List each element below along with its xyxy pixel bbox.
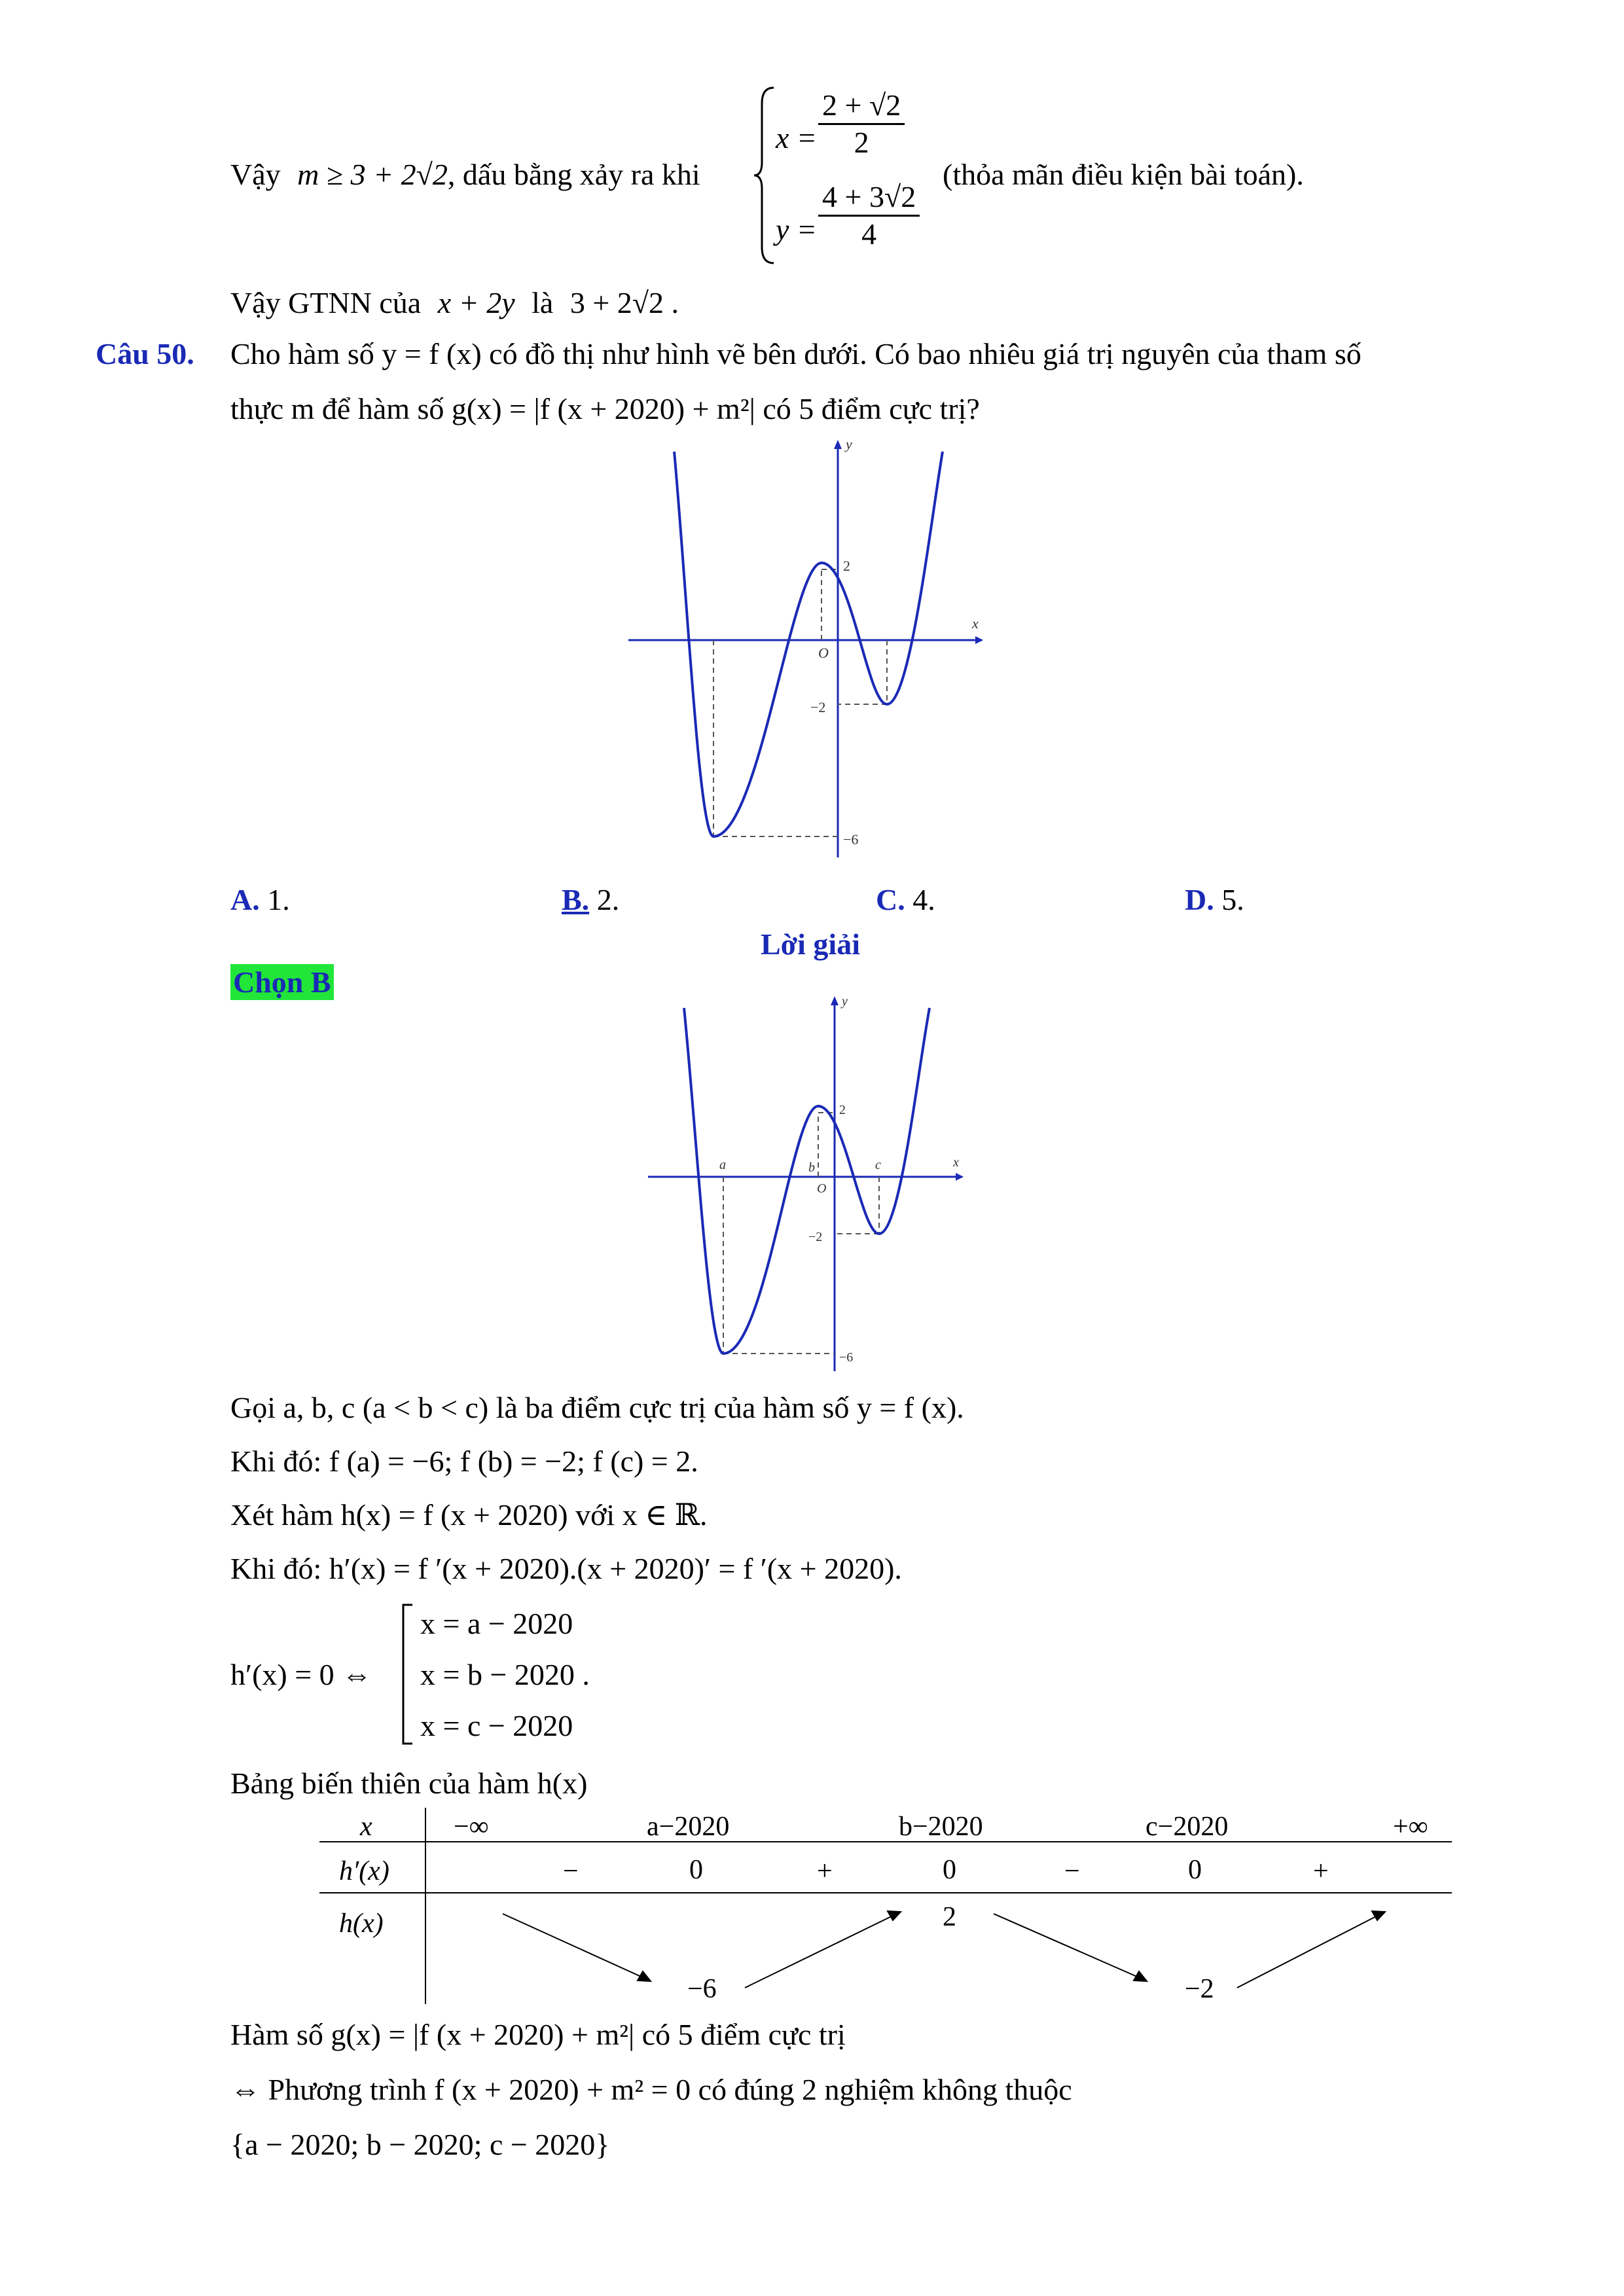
answer-value: 4.: [905, 883, 935, 916]
question-line-2: thực m để hàm số g(x) = |f (x + 2020) + m²| có 5 điểm cực trị?: [230, 392, 980, 425]
answer-a[interactable]: [230, 885, 290, 915]
root-1: x = a − 2020: [420, 1607, 573, 1640]
text: Vậy: [230, 158, 281, 191]
tick-minus-2: −2: [810, 699, 826, 715]
curve-f: [674, 452, 943, 836]
tick-minus-2: −2: [808, 1230, 823, 1244]
value: 3 + 2√2 .: [569, 286, 679, 319]
system-x-fraction: [818, 90, 905, 158]
root-3: x = c − 2020: [420, 1709, 573, 1742]
x-value: −∞: [454, 1812, 489, 1842]
text: là: [532, 286, 554, 319]
root-2: x = b − 2020 .: [420, 1658, 590, 1691]
numerator: 4 + 3√2: [818, 182, 920, 217]
function-graph-1: [622, 432, 1001, 864]
header-x: x: [360, 1812, 372, 1842]
answer-letter: A.: [230, 883, 260, 916]
guide-lines: [713, 569, 887, 836]
x-axis-arrow-icon: [956, 1173, 964, 1181]
guide-lines: [723, 1113, 879, 1354]
conclusion-line-2: ⇔ Phương trình f (x + 2020) + m² = 0 có đúng 2 nghiệm không thuộc: [230, 2073, 1072, 2106]
answer-value: 2.: [589, 883, 620, 916]
sign: −: [1064, 1856, 1080, 1886]
denominator: 4: [861, 217, 877, 251]
header-h: h(x): [339, 1909, 384, 1939]
chosen-answer: [230, 967, 334, 997]
x-label: x: [972, 615, 979, 632]
question-label: Câu 50.: [96, 337, 194, 370]
x-value: c−2020: [1146, 1812, 1229, 1842]
arrow-up-icon: [1372, 1911, 1385, 1920]
system-y-fraction: [818, 182, 920, 249]
origin-label: O: [818, 645, 829, 661]
x-value: a−2020: [647, 1812, 730, 1842]
h-value: −6: [687, 1974, 717, 2004]
tick-minus-6: −6: [839, 1350, 854, 1365]
expression: x + 2y: [437, 286, 515, 319]
arrow-down-icon: [1134, 1971, 1147, 1981]
numerator: 2 + √2: [818, 90, 905, 125]
text: , dấu bằng xảy ra khi: [447, 158, 700, 191]
answer-value: 1.: [259, 883, 290, 916]
sign: 0: [1188, 1855, 1202, 1885]
x-axis-arrow-icon: [975, 636, 983, 644]
solution-line-1: Gọi a, b, c (a < b < c) là ba điểm cực trị của hàm số y = f (x).: [230, 1391, 964, 1424]
solution-line-4: Khi đó: h′(x) = f ′(x + 2020).(x + 2020)′ = f ′(x + 2020).: [230, 1552, 902, 1585]
text: Vậy GTNN của: [230, 286, 422, 319]
y-axis-arrow-icon: [834, 440, 842, 449]
y-label: y: [842, 994, 848, 1009]
x-label: x: [953, 1155, 959, 1170]
x-value: b−2020: [899, 1812, 983, 1842]
question-line-1: Cho hàm số y = f (x) có đồ thị như hình vẽ bên dưới. Có bao nhiêu giá trị nguyên của tham số: [230, 337, 1362, 370]
y-axis-arrow-icon: [831, 996, 839, 1005]
variation-table: [319, 1808, 1458, 2004]
answer-letter: D.: [1185, 883, 1214, 916]
sign: 0: [689, 1855, 703, 1885]
answer-d[interactable]: [1185, 885, 1244, 915]
conclusion-line-3: {a − 2020; b − 2020; c − 2020}: [230, 2128, 610, 2161]
arrow-up-icon: [888, 1911, 901, 1920]
sign: +: [1313, 1856, 1329, 1886]
answer-letter: B.: [562, 883, 590, 916]
answer-letter: C.: [876, 883, 905, 916]
answer-c[interactable]: [876, 885, 935, 915]
variation-table-heading: Bảng biến thiên của hàm h(x): [230, 1767, 588, 1800]
y-label: y: [846, 436, 852, 452]
origin-label: O: [817, 1181, 827, 1196]
b-label: b: [808, 1160, 815, 1175]
tick-2: 2: [839, 1103, 846, 1117]
vay-conclusion-line-2: [230, 288, 679, 318]
x-value: +∞: [1393, 1812, 1428, 1842]
vay-conclusion-line-1: [230, 160, 700, 190]
chosen-answer-badge: Chọn B: [230, 964, 334, 1000]
union-bracket: [399, 1602, 415, 1746]
tick-minus-6: −6: [843, 831, 859, 848]
answer-value: 5.: [1214, 883, 1244, 916]
solution-line-3: Xét hàm h(x) = f (x + 2020) với x ∈ ℝ.: [230, 1498, 708, 1532]
condition-note: (thỏa mãn điều kiện bài toán).: [943, 158, 1304, 191]
system-x-lhs: x =: [776, 121, 817, 154]
inequality: m ≥ 3 + 2√2: [297, 158, 448, 191]
h-value: −2: [1185, 1974, 1214, 2004]
answer-b[interactable]: [562, 885, 619, 915]
denominator: 2: [854, 126, 869, 159]
c-label: c: [875, 1158, 881, 1172]
h-value: 2: [943, 1902, 956, 1932]
solution-line-2: Khi đó: f (a) = −6; f (b) = −2; f (c) = 2.: [230, 1444, 698, 1478]
sign: −: [563, 1856, 579, 1886]
arrow-down-icon: [638, 1971, 651, 1981]
function-graph-2: [641, 988, 975, 1374]
header-h-prime: h′(x): [339, 1856, 389, 1886]
curve-f: [684, 1008, 929, 1354]
tick-2: 2: [843, 558, 850, 574]
system-y-lhs: y =: [776, 213, 817, 246]
sign: 0: [943, 1855, 956, 1885]
a-label: a: [719, 1158, 726, 1172]
system-brace: [751, 84, 778, 267]
derivative-eq-lhs: h′(x) = 0 ⇔: [230, 1658, 372, 1691]
conclusion-line-1: Hàm số g(x) = |f (x + 2020) + m²| có 5 điểm cực trị: [230, 2018, 846, 2051]
sign: +: [817, 1856, 833, 1886]
solution-heading: Lời giải: [761, 927, 860, 961]
